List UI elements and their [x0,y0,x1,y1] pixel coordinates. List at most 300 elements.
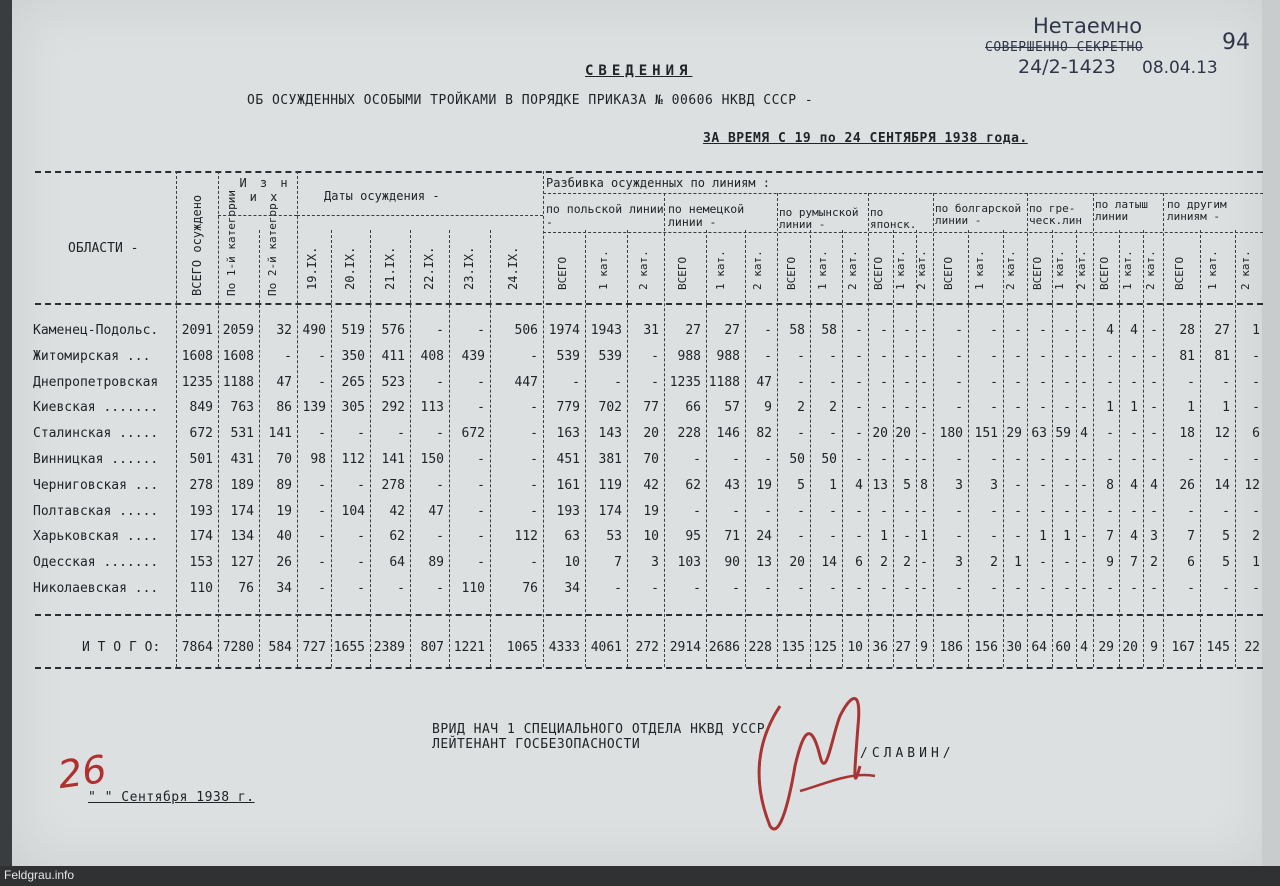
table-cell: 1 [920,529,928,545]
table-cell: - [920,374,928,390]
line-header: по другим линиям - [1167,198,1227,223]
table-cell: - [1039,581,1047,596]
region-name: Полтавская ..... [33,503,159,519]
total-cell: 22 [1244,640,1260,655]
date-header: 20.IX. [343,246,357,290]
table-cell: 1974 [548,323,580,338]
table-cell: 13 [756,555,772,571]
line-subheader: 1 кат. [713,250,727,290]
table-cell: 26 [276,555,292,571]
table-cell: - [318,348,326,364]
line-subheader: 1 кат. [815,250,829,290]
table-cell: - [1080,323,1088,338]
total-cell: 7280 [222,640,254,655]
total-cell: 4333 [548,640,580,655]
table-cell: 174 [598,503,622,519]
table-cell: - [1150,374,1158,390]
signer-name: /СЛАВИН/ [860,746,955,761]
table-cell: 63 [1031,426,1047,442]
table-cell: - [1187,452,1195,467]
table-cell: - [855,581,863,596]
table-cell: 1188 [222,374,254,390]
table-cell: 292 [381,400,405,416]
table-cell: - [990,400,998,416]
table-cell: 47 [428,503,444,519]
table-cell: 2 [880,555,888,571]
table-cell: - [829,529,837,545]
table-cell: 89 [276,477,292,493]
table-cell: - [855,400,863,416]
table-cell: - [903,374,911,390]
table-cell: 20 [643,426,659,442]
table-cell: 174 [230,503,254,519]
table-cell: 27 [724,323,740,338]
table-cell: 1608 [181,348,213,364]
table-cell: - [1080,452,1088,467]
table-cell: - [880,581,888,596]
table-cell: - [1014,400,1022,416]
table-cell: 2091 [181,323,213,338]
table-cell: 1 [1063,529,1071,545]
table-cell: - [1252,503,1260,519]
table-cell: 81 [1179,348,1195,364]
table-cell: - [1187,581,1195,596]
table-cell: 98 [310,452,326,467]
line-subheader: 1 кат. [1121,250,1134,290]
table-cell: 2 [1150,555,1158,571]
table-cell: 10 [643,529,659,545]
table-cell: - [1014,452,1022,467]
table-cell: - [764,348,772,364]
table-cell: - [1187,374,1195,390]
table-cell: - [572,374,580,390]
table-cell: - [920,426,928,442]
table-cell: - [903,323,911,338]
table-cell: - [530,452,538,467]
region-name: Киевская ....... [33,400,159,416]
table-cell: - [1252,581,1260,596]
table-cell: - [1039,323,1047,338]
table-cell: 28 [1179,323,1195,338]
table-cell: 2 [797,400,805,416]
total-cell: 135 [781,640,805,655]
table-cell: 8 [1106,477,1114,493]
table-cell: - [1106,426,1114,442]
table-cell: 174 [189,529,213,545]
table-cell: - [477,477,485,493]
table-cell: 50 [821,452,837,467]
table-cell: 180 [939,426,963,442]
table-cell: 19 [276,503,292,519]
table-cell: 64 [389,555,405,571]
table-cell: - [764,503,772,519]
table-cell: - [530,348,538,364]
table-cell: 112 [514,529,538,545]
table-cell: - [1039,348,1047,364]
line-subheader: 2 кат. [751,250,765,290]
page-edge-strip [1262,0,1280,886]
table-cell: - [955,529,963,545]
table-cell: - [1063,555,1071,571]
table-cell: 702 [598,400,622,416]
table-cell: - [1039,477,1047,493]
table-row [0,551,1262,575]
table-cell: - [829,426,837,442]
table-cell: - [797,529,805,545]
table-cell: 4 [1130,323,1138,338]
region-name: Николаевская ... [33,581,159,596]
table-cell: - [1014,477,1022,493]
table-cell: 76 [522,581,538,596]
table-cell: 439 [461,348,485,364]
table-cell: - [1014,529,1022,545]
table-cell: 50 [789,452,805,467]
table-cell: - [920,323,928,338]
region-name: Каменец-Подольс. [33,323,159,338]
table-cell: - [829,348,837,364]
table-cell: - [1187,503,1195,519]
table-cell: 193 [189,503,213,519]
table-cell: 490 [302,323,326,338]
table-cell: - [477,400,485,416]
table-cell: - [1150,452,1158,467]
table-cell: - [1063,452,1071,467]
region-name: Житомирская ... [33,348,151,364]
position-line-1: ВРИД НАЧ 1 СПЕЦИАЛЬНОГО ОТДЕЛА НКВД УССР [432,722,766,737]
table-cell: 1 [1187,400,1195,416]
table-cell: 127 [230,555,254,571]
table-cell: 3 [955,555,963,571]
table-cell: 6 [1187,555,1195,571]
total-cell: 1065 [506,640,538,655]
table-cell: - [477,503,485,519]
table-cell: - [1252,348,1260,364]
table-cell: 1 [1106,400,1114,416]
table-cell: - [357,555,365,571]
total-label: И Т О Г О: [82,640,161,655]
table-cell: 523 [381,374,405,390]
table-cell: 19 [756,477,772,493]
table-cell: - [903,529,911,545]
table-cell: - [477,323,485,338]
table-cell: - [318,426,326,442]
table-cell: 5 [1222,529,1230,545]
table-cell: - [955,581,963,596]
table-cell: 988 [716,348,740,364]
region-name: Харьковская .... [33,529,159,545]
table-cell: - [530,503,538,519]
dates-header: Даты осуждения - [324,189,440,203]
table-cell: - [614,374,622,390]
region-name: Сталинская ..... [33,426,159,442]
table-cell: 40 [276,529,292,545]
table-cell: 4 [1080,426,1088,442]
table-cell: - [1080,400,1088,416]
table-row [0,500,1262,524]
table-cell: - [651,348,659,364]
table-row [0,577,1262,601]
line-subheader: ВСЕГО [675,256,689,290]
table-cell: 305 [341,400,365,416]
table-cell: 1235 [669,374,701,390]
watermark: Feldgrau.info [4,868,75,882]
table-cell: - [436,374,444,390]
table-cell: - [1063,348,1071,364]
table-cell: 411 [381,348,405,364]
line-subheader: 1 кат. [1205,250,1219,290]
table-cell: 150 [420,452,444,467]
breakdown-header: Разбивка осужденных по линиям : [546,176,770,190]
table-cell: 1 [880,529,888,545]
table-cell: 1 [1222,400,1230,416]
table-cell: 763 [230,400,254,416]
table-cell: 672 [461,426,485,442]
sign-date: " " Сентября 1938 г. [88,790,255,805]
line-header: по немецкой линии - [668,202,745,229]
table-cell: - [1039,452,1047,467]
total-cell: 2914 [669,640,701,655]
table-cell: 278 [189,477,213,493]
dates-rule [297,215,543,216]
table-cell: - [990,529,998,545]
table-cell: - [1063,400,1071,416]
table-cell: 47 [756,374,772,390]
table-cell: 12 [1214,426,1230,442]
table-cell: 32 [276,323,292,338]
table-cell: 9 [764,400,772,416]
table-cell: 110 [189,581,213,596]
total-cell: 4 [1080,640,1088,655]
line-subheader: 1 кат. [596,250,610,290]
table-cell: 112 [341,452,365,467]
table-cell: 531 [230,426,254,442]
table-cell: 8 [920,477,928,493]
table-cell: 381 [598,452,622,467]
table-cell: 576 [381,323,405,338]
line-subheader: 2 кат. [845,250,859,290]
line-subheader: ВСЕГО [1031,256,1044,290]
table-cell: - [955,503,963,519]
table-cell: - [1014,348,1022,364]
table-cell: - [990,374,998,390]
table-cell: 62 [685,477,701,493]
lines-rule [543,232,1263,233]
table-cell: - [855,452,863,467]
table-cell: 14 [821,555,837,571]
table-cell: - [1106,452,1114,467]
table-cell: - [764,452,772,467]
table-cell: 43 [724,477,740,493]
total-cell: 727 [302,640,326,655]
cat2-header: По 2-й категор. [266,196,279,296]
table-cell: 71 [724,529,740,545]
table-cell: - [1063,581,1071,596]
table-row [0,319,1262,343]
table-cell: - [477,555,485,571]
table-cell: - [855,503,863,519]
table-cell: - [436,581,444,596]
table-cell: 29 [1006,426,1022,442]
table-cell: - [1252,374,1260,390]
total-cell: 167 [1171,640,1195,655]
table-cell: 146 [716,426,740,442]
table-cell: 539 [556,348,580,364]
table-cell: 18 [1179,426,1195,442]
table-cell: 519 [341,323,365,338]
table-cell: - [1222,503,1230,519]
table-cell: 4 [855,477,863,493]
table-cell: 447 [514,374,538,390]
table-cell: 506 [514,323,538,338]
region-name: Винницкая ...... [33,452,159,467]
table-cell: 1 [1252,323,1260,338]
table-cell: - [1080,348,1088,364]
table-cell: 89 [428,555,444,571]
table-cell: - [955,400,963,416]
table-cell: 2059 [222,323,254,338]
table-cell: - [1080,374,1088,390]
table-cell: - [855,348,863,364]
table-cell: - [1150,503,1158,519]
table-cell: 42 [643,477,659,493]
table-cell: 27 [685,323,701,338]
table-cell: 70 [276,452,292,467]
table-cell: 3 [990,477,998,493]
table-cell: 2 [829,400,837,416]
table-cell: 53 [606,529,622,545]
table-cell: - [1106,581,1114,596]
table-cell: - [1080,555,1088,571]
line-subheader: 1 кат. [893,250,907,290]
total-row [0,636,1262,660]
table-cell: 58 [789,323,805,338]
table-cell: - [903,400,911,416]
table-cell: 12 [1244,477,1260,493]
table-cell: - [357,529,365,545]
table-cell: 27 [1214,323,1230,338]
table-cell: 4 [1150,477,1158,493]
table-cell: 5 [797,477,805,493]
line-subheader: ВСЕГО [1172,256,1186,290]
table-cell: 161 [556,477,580,493]
table-cell: 24 [756,529,772,545]
table-cell: 278 [381,477,405,493]
table-cell: - [318,581,326,596]
document-title: СВЕДЕНИЯ [585,63,693,79]
handwritten-day: 26 [55,746,110,798]
table-cell: 988 [677,348,701,364]
total-cell: 1655 [333,640,365,655]
table-row [0,474,1262,498]
total-cell: 27 [895,640,911,655]
of-them-header: И з н и х [239,176,291,204]
archive-number: 24/2-1423 [1018,56,1116,78]
date-header: 19.IX. [305,246,319,290]
table-cell: 3 [651,555,659,571]
table-cell: - [1106,348,1114,364]
table-cell: 1 [1252,555,1260,571]
table-cell: 58 [821,323,837,338]
table-rule-top [35,171,1263,173]
table-cell: - [855,323,863,338]
table-cell: - [1130,503,1138,519]
declassified-stamp: Нетаемно [1033,14,1143,38]
line-subheader: ВСЕГО [941,256,955,290]
table-row [0,371,1262,395]
table-cell: 2 [1252,529,1260,545]
table-cell: - [693,452,701,467]
table-cell: 1235 [181,374,213,390]
table-cell: 4 [1130,529,1138,545]
date-header: 23.IX. [462,246,476,290]
table-cell: 193 [556,503,580,519]
table-cell: 14 [1214,477,1230,493]
table-cell: - [1252,400,1260,416]
table-cell: - [318,555,326,571]
table-cell: 86 [276,400,292,416]
total-cell: 807 [420,640,444,655]
total-cell: 228 [748,640,772,655]
table-cell: 151 [974,426,998,442]
table-cell: 501 [189,452,213,467]
table-cell: 1188 [708,374,740,390]
table-row [0,448,1262,472]
document-period: ЗА ВРЕМЯ С 19 по 24 СЕНТЯБРЯ 1938 года. [703,131,1028,146]
line-subheader: 2 кат. [915,250,929,290]
total-convicted-header: ВСЕГО осуждено [190,194,204,296]
table-cell: - [530,426,538,442]
table-rule-total-top [35,614,1263,616]
table-cell: - [318,529,326,545]
total-cell: 125 [813,640,837,655]
table-cell: - [920,503,928,519]
table-cell: - [797,426,805,442]
line-subheader: 2 кат. [636,250,650,290]
total-cell: 9 [920,640,928,655]
table-cell: 6 [1252,426,1260,442]
table-cell: 7 [1106,529,1114,545]
table-cell: 7 [614,555,622,571]
table-cell: - [530,555,538,571]
table-cell: - [436,477,444,493]
total-cell: 36 [872,640,888,655]
table-cell: 1 [829,477,837,493]
table-cell: - [1130,426,1138,442]
table-cell: - [318,477,326,493]
table-cell: - [732,503,740,519]
table-cell: 20 [872,426,888,442]
table-row [0,345,1262,369]
date-header: 22.IX. [422,246,436,290]
total-cell: 20 [1122,640,1138,655]
table-cell: - [764,581,772,596]
table-cell: 451 [556,452,580,467]
table-cell: - [880,323,888,338]
table-cell: - [477,452,485,467]
table-cell: 849 [189,400,213,416]
table-cell: - [903,348,911,364]
table-cell: 82 [756,426,772,442]
total-cell: 64 [1031,640,1047,655]
line-header: по польской линии - [546,202,664,229]
table-cell: - [920,581,928,596]
table-cell: - [920,452,928,467]
table-cell: - [764,323,772,338]
total-cell: 584 [268,640,292,655]
total-cell: 4061 [590,640,622,655]
table-cell: - [955,348,963,364]
table-cell: - [797,503,805,519]
